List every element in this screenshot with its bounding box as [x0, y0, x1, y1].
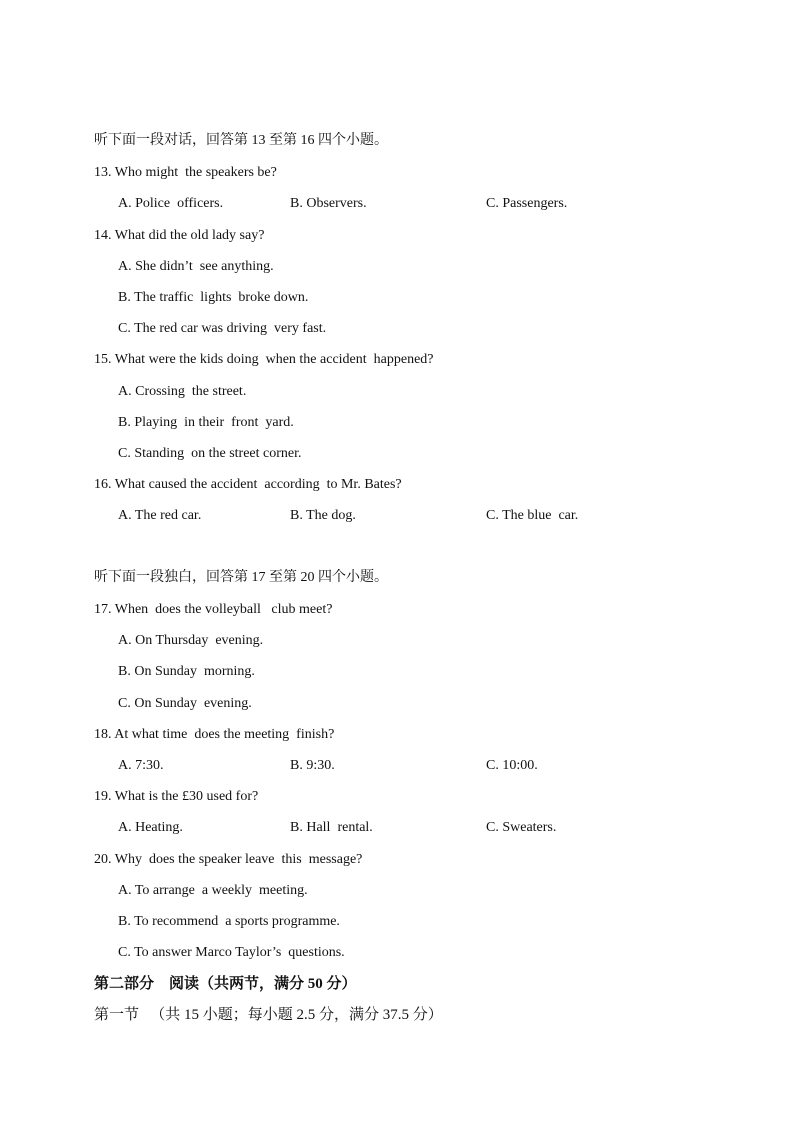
question-18: 18. At what time does the meeting finish? [94, 727, 335, 742]
q17-option-a: A. On Thursday evening. [118, 633, 264, 648]
q16-option-a: A. The red car. [118, 508, 202, 523]
question-15: 15. What were the kids doing when the accident happened? [94, 352, 434, 367]
listening-heading-13-16: 听下面一段对话，回答第 13 至第 16 四个小题。 [94, 133, 388, 148]
q19-option-b: B. Hall rental. [290, 820, 373, 835]
listening-heading-17-20: 听下面一段独白，回答第 17 至第 20 四个小题。 [94, 570, 388, 585]
question-13: 13. Who might the speakers be? [94, 165, 277, 180]
part2-section1-heading: 第一节 （共 15 小题；每小题 2.5 分，满分 37.5 分） [94, 1007, 443, 1023]
q13-option-b: B. Observers. [290, 196, 367, 211]
q19-option-c: C. Sweaters. [486, 820, 557, 835]
q17-option-b: B. On Sunday morning. [118, 664, 255, 679]
q20-option-b: B. To recommend a sports programme. [118, 914, 340, 929]
question-17: 17. When does the volleyball club meet? [94, 602, 333, 617]
q20-option-a: A. To arrange a weekly meeting. [118, 883, 308, 898]
question-19: 19. What is the £30 used for? [94, 789, 259, 804]
q18-option-c: C. 10:00. [486, 758, 538, 773]
q14-option-a: A. She didn’t see anything. [118, 259, 274, 274]
q13-option-a: A. Police officers. [118, 196, 224, 211]
q15-option-b: B. Playing in their front yard. [118, 415, 294, 430]
q18-option-a: A. 7:30. [118, 758, 164, 773]
question-16: 16. What caused the accident according to Mr. Bates? [94, 477, 402, 492]
q14-option-c: C. The red car was driving very fast. [118, 321, 327, 336]
q14-option-b: B. The traffic lights broke down. [118, 290, 309, 305]
q13-option-c: C. Passengers. [486, 196, 568, 211]
q15-option-a: A. Crossing the street. [118, 384, 247, 399]
q20-option-c: C. To answer Marco Taylor’s questions. [118, 945, 345, 960]
q17-option-c: C. On Sunday evening. [118, 696, 252, 711]
q18-option-b: B. 9:30. [290, 758, 335, 773]
part2-heading: 第二部分 阅读（共两节，满分 50 分） [94, 976, 357, 992]
question-14: 14. What did the old lady say? [94, 228, 265, 243]
q19-option-a: A. Heating. [118, 820, 183, 835]
q16-option-c: C. The blue car. [486, 508, 579, 523]
question-20: 20. Why does the speaker leave this message? [94, 852, 363, 867]
q15-option-c: C. Standing on the street corner. [118, 446, 302, 461]
q16-option-b: B. The dog. [290, 508, 356, 523]
